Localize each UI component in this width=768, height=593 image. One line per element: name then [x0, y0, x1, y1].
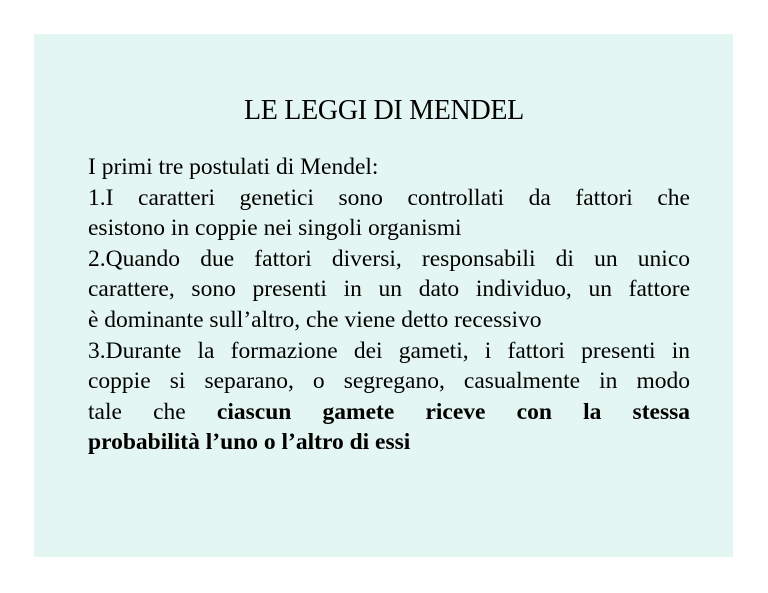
postulate-3-line-3: [88, 397, 690, 428]
postulate-1-line-2: esistono in coppie nei singoli organismi: [88, 215, 462, 242]
postulate-3-line-4: [88, 427, 690, 458]
postulate-3-bold-continuation: probabilità l’uno o l’altro di essi: [88, 429, 411, 456]
postulate-3-plain-text: tale che: [88, 398, 217, 425]
postulate-2-line-3: è dominante sull’altro, che viene detto recessivo: [88, 306, 542, 333]
postulate-2-line-2: carattere, sono presenti in un dato individuo, un fattore: [88, 276, 690, 303]
intro-line: I primi tre postulati di Mendel:: [88, 154, 379, 180]
postulate-3-line-1: 3.Durante la formazione dei gameti, i fattori presenti in: [88, 337, 690, 364]
postulate-2-line-1: 2.Quando due fattori diversi, responsabili di un unico: [88, 245, 690, 272]
postulate-3-bold-text: ciascun gamete riceve con la stessa: [216, 398, 690, 425]
slide-title: LE LEGGI DI MENDEL: [244, 95, 524, 126]
slide-body: [88, 152, 690, 458]
postulate-3-line-2: coppie si separano, o segregano, casualmente in modo: [88, 368, 690, 395]
postulate-1-line-1: 1.I caratteri genetici sono controllati da fattori che: [88, 184, 690, 211]
